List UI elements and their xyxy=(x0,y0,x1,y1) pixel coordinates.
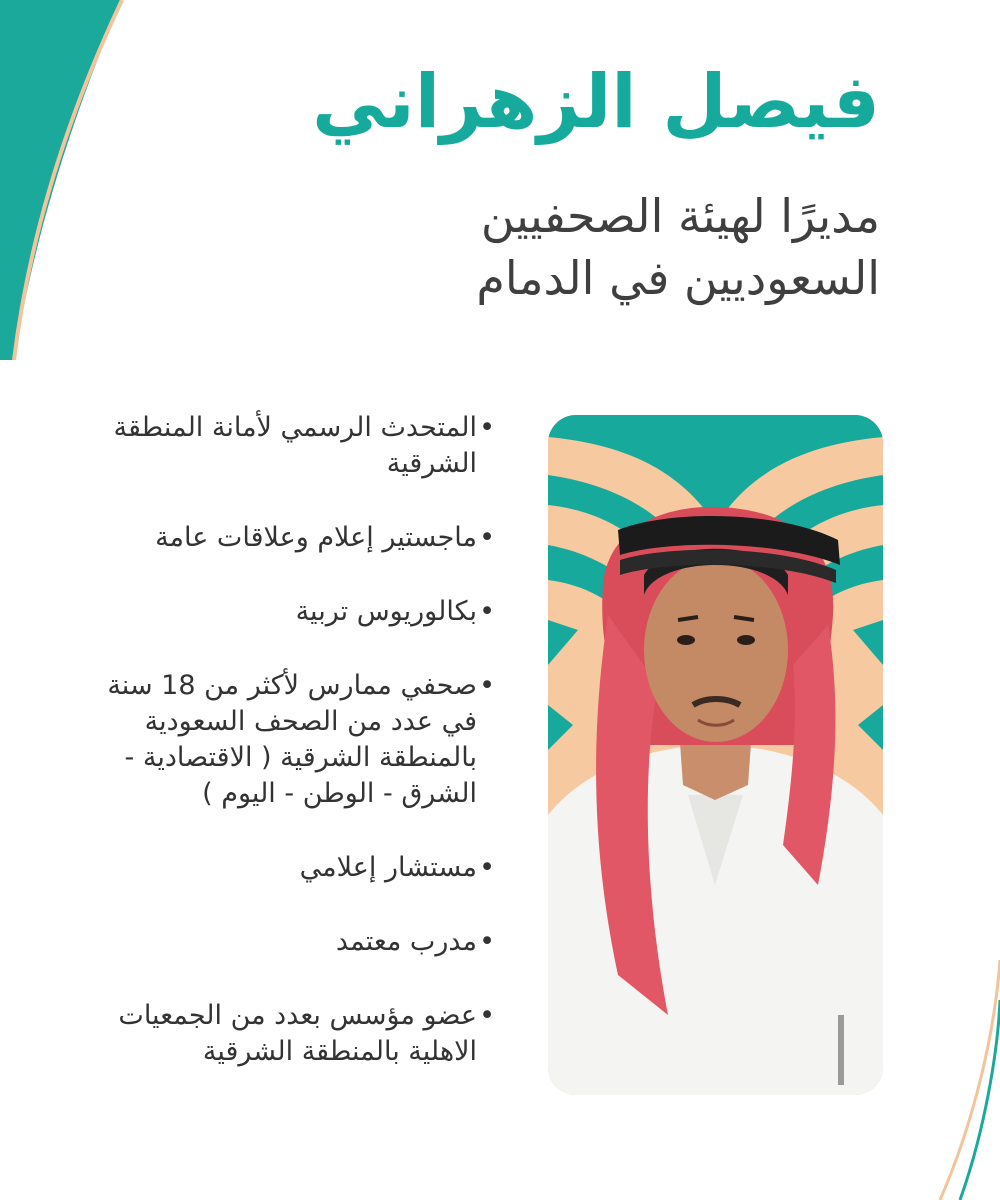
portrait-photo xyxy=(548,415,883,1095)
list-item: • عضو مؤسس بعدد من الجمعيات الاهلية بالمنطقة الشرقية xyxy=(85,998,495,1070)
qualifications-list xyxy=(85,410,495,1108)
portrait-illustration xyxy=(548,415,883,1095)
position-title-line1: مديرًا لهيئة الصحفيين xyxy=(480,189,880,243)
list-item: • بكالوريوس تربية xyxy=(85,594,495,630)
list-item: • مستشار إعلامي xyxy=(85,850,495,886)
person-name: فيصل الزهراني xyxy=(312,59,880,145)
position-title xyxy=(180,185,880,309)
list-item: • المتحدث الرسمي لأمانة المنطقة الشرقية xyxy=(85,410,495,482)
position-title-line2: السعوديين في الدمام xyxy=(476,251,880,305)
list-item: • صحفي ممارس لأكثر من 18 سنة في عدد من الصحف السعودية بالمنطقة الشرقية ( الاقتصادية - الشرق - الوطن - اليوم ) xyxy=(85,668,495,812)
list-item: • ماجستير إعلام وعلاقات عامة xyxy=(85,520,495,556)
list-item: • مدرب معتمد xyxy=(85,924,495,960)
